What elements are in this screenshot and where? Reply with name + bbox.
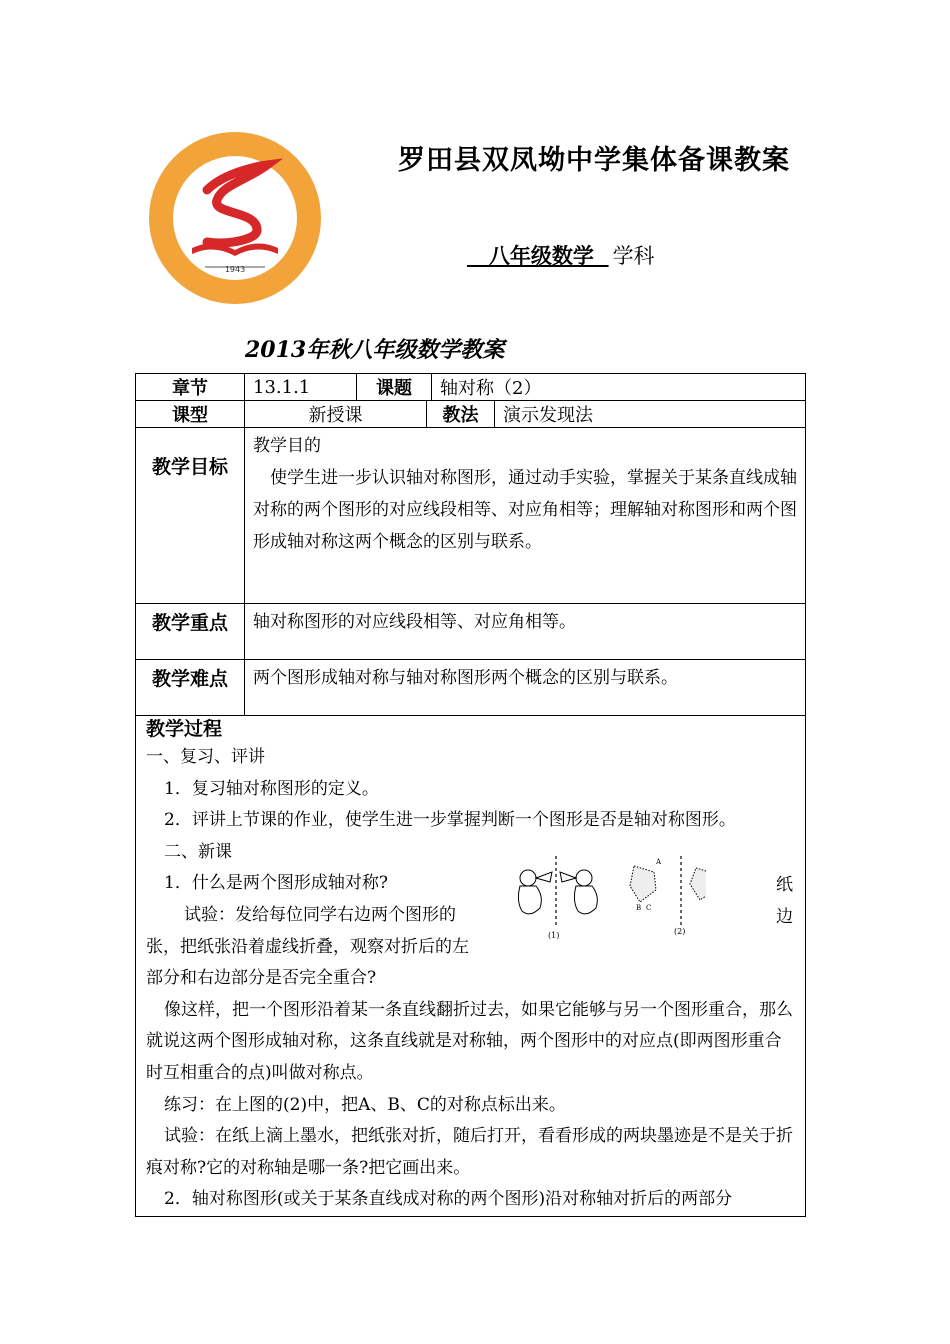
process-content [136, 716, 805, 1216]
lesson-plan-table [135, 373, 806, 1217]
experiment-line: 试验：发给每位同学右边两个图形的 [184, 904, 456, 925]
goals-row [136, 427, 805, 603]
side-char: 边 [776, 906, 793, 927]
difficulty-label: 教学难点 [151, 668, 228, 690]
school-title: 罗田县双凤坳中学集体备课教案 [398, 145, 790, 176]
item2-line: 2．轴对称图形(或关于某条直线成对称的两个图形)沿对称轴对折后的两部分 [164, 1189, 733, 1210]
school-logo [147, 130, 323, 306]
method-value: 演示发现法 [494, 401, 805, 427]
side-chars [776, 870, 793, 933]
label-A: A [656, 858, 662, 866]
goals-text: 使学生进一步认识轴对称图形，通过动手实验，掌握关于某条直线成轴对称的两个图形的对应线段相等、对应角相等；理解轴对称图形和两个图形成轴对称这两个概念的区别与联系。 [253, 468, 797, 552]
figure-caption-1: (1) [548, 931, 560, 940]
experiment2-paragraph: 试验：在纸上滴上墨水，把纸张对折，随后打开，看看形成的两块墨迹是不是关于折痕对称?它的对称轴是哪一条?把它画出来。 [146, 1126, 793, 1178]
label-C: C [646, 904, 652, 912]
side-char: 纸 [776, 875, 793, 895]
info-row-1 [136, 374, 805, 400]
process-label: 教学过程 [146, 718, 223, 740]
experiment-text [146, 900, 516, 995]
label-B: B [636, 904, 642, 912]
goals-heading: 教学目的 [253, 436, 321, 456]
process-line: 1．复习轴对称图形的定义。 [164, 778, 379, 799]
figure-caption-2: (2) [674, 927, 686, 936]
subject-suffix: 学科 [612, 244, 655, 268]
difficulty-text: 两个图形成轴对称与轴对称图形两个概念的区别与联系。 [244, 660, 805, 715]
lesson-type-label: 课型 [172, 405, 208, 426]
plan-title: 2013年秋八年级数学教案 [245, 337, 505, 363]
focus-row [136, 603, 805, 659]
figure-1-right [560, 870, 597, 914]
info-row-2 [136, 400, 805, 427]
method-label: 教法 [426, 401, 494, 427]
process-line: 2．评讲上节课的作业，使学生进一步掌握判断一个图形是否是轴对称图形。 [164, 810, 736, 831]
process-line: 1．什么是两个图形成轴对称? [164, 873, 388, 894]
experiment-line: 张，把纸张沿着虚线折叠，观察对折后的左 [146, 936, 469, 957]
experiment-line: 部分和右边部分是否完全重合? [146, 968, 377, 989]
goals-label: 教学目标 [151, 456, 228, 478]
process-line: 一、复习、评讲 [146, 747, 265, 767]
chapter-label: 章节 [172, 378, 208, 399]
subject-line [467, 240, 655, 270]
process-line: 二、新课 [164, 841, 232, 862]
logo-year: 1943 [224, 265, 246, 274]
definition-paragraph: 像这样，把一个图形沿着某一条直线翻折过去，如果它能够与另一个图形重合，那么就说这两个图形成轴对称，这条直线就是对称轴，两个图形中的对应点(即两图形重合时互相重合的点)叫做对称点。 [146, 999, 793, 1083]
goals-content [244, 428, 805, 603]
subject-name: 八年级数学 [467, 244, 609, 268]
process-row [136, 715, 805, 1216]
difficulty-row [136, 659, 805, 715]
topic-value: 轴对称（2） [431, 374, 805, 400]
topic-label: 课题 [356, 374, 431, 400]
practice-line: 练习：在上图的(2)中，把A、B、C的对称点标出来。 [164, 1094, 566, 1115]
lesson-type-value: 新授课 [244, 401, 426, 427]
focus-text: 轴对称图形的对应线段相等、对应角相等。 [244, 604, 805, 659]
focus-label: 教学重点 [151, 612, 228, 634]
figure-1-left [518, 870, 552, 914]
symmetry-figure [506, 856, 706, 946]
chapter-value: 13.1.1 [244, 374, 356, 400]
